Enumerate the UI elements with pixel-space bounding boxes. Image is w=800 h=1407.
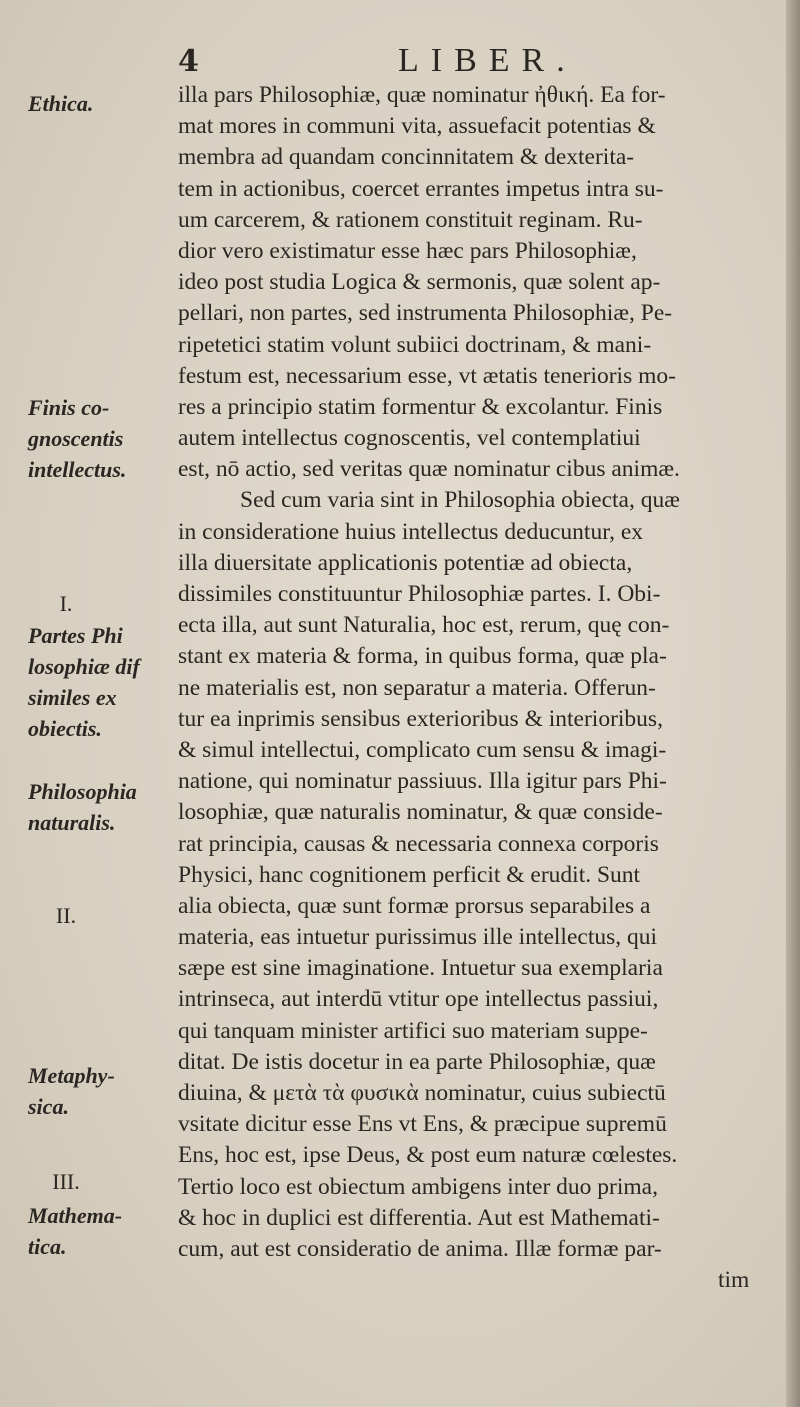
margin-note-roman-2 (36, 900, 96, 931)
main-text (178, 80, 784, 1296)
margin-note-line: tica. (28, 1234, 67, 1259)
page-edge (786, 0, 800, 1407)
text-line: Ens, hoc est, ipse Deus, & post eum naturæ cœlestes. (178, 1142, 678, 1169)
text-line: illa pars Philosophiæ, quæ nominatur ἠθική. Ea for- (178, 82, 666, 108)
catchword: tim (718, 1267, 750, 1294)
text-line: pellari, non partes, sed instrumenta Philosophiæ, Pe- (178, 300, 673, 327)
margin-note-line: II. (55, 903, 77, 928)
text-line: tur ea inprimis sensibus exterioribus & interioribus, (178, 705, 663, 732)
margin-note-line: I. (59, 591, 73, 616)
text-line: intrinseca, aut interdū vtitur ope intellectus passiui, (178, 986, 659, 1013)
text-line: festum est, necessarium esse, vt ætatis tenerioris mo- (178, 362, 676, 389)
text-line: illa diuersitate applicationis potentiæ ad obiecta, (178, 549, 633, 576)
margin-note-line: Mathema- (28, 1203, 123, 1228)
text-line: dior vero existimatur esse hæc pars Philosophiæ, (178, 237, 637, 264)
margin-note-ethica (28, 88, 168, 119)
text-line: mat mores in communi vita, assuefacit potentias & (178, 113, 656, 140)
text-line: membra ad quandam concinnitatem & dexterita- (178, 144, 635, 171)
page-number: 4 (178, 44, 199, 79)
margin-note-line: Philosophia (28, 779, 137, 804)
text-line: ecta illa, aut sunt Naturalia, hoc est, rerum, quę con- (178, 612, 670, 639)
text-line: rat principia, causas & necessaria connexa corporis (178, 830, 659, 857)
margin-note-line: gnoscentis (28, 426, 124, 451)
margin-note-line: similes ex (28, 685, 117, 710)
margin-note-line: intellectus. (28, 457, 127, 482)
margin-note-line: Partes Phi (28, 623, 123, 648)
text-line: ditat. De istis docetur in ea parte Philosophiæ, quæ (178, 1048, 656, 1075)
text-line: Tertio loco est obiectum ambigens inter duo prima, (178, 1173, 658, 1200)
margin-note-line: obiectis. (28, 716, 102, 741)
margin-note-roman-3 (36, 1166, 96, 1197)
text-line: ne materialis est, non separatur a materia. Offerun- (178, 674, 656, 701)
text-line: ideo post studia Logica & sermonis, quæ solent ap- (178, 269, 661, 296)
margin-note-line: naturalis. (28, 810, 116, 835)
text-line: & simul intellectui, complicato cum sensu & imagi- (178, 736, 667, 763)
text-line: natione, qui nominatur passiuus. Illa igitur pars Phi- (178, 768, 667, 795)
running-head: LIBER. (398, 42, 577, 79)
text-line: est, nō actio, sed veritas quæ nominatur cibus animæ. (178, 456, 680, 483)
margin-note-mathematica (28, 1200, 168, 1262)
text-line: Sed cum varia sint in Philosophia obiecta, quæ (240, 487, 680, 514)
text-line: materia, eas intuetur purissimus ille intellectus, qui (178, 924, 658, 951)
text-line: ripetetici statim volunt subiici doctrinam, & mani- (178, 331, 652, 358)
text-line: vsitate dicitur esse Ens vt Ens, & præcipue supremū (178, 1111, 667, 1138)
text-line: Physici, hanc cognitionem perficit & erudit. Sunt (178, 861, 641, 888)
margin-note-partes (28, 620, 168, 744)
text-line: autem intellectus cognoscentis, vel contemplatiui (178, 425, 641, 452)
text-line: & hoc in duplici est differentia. Aut est Mathemati- (178, 1204, 660, 1231)
text-line: um carcerem, & rationem constituit reginam. Ru- (178, 206, 643, 233)
margin-note-roman-1 (36, 588, 96, 619)
text-line: cum, aut est consideratio de anima. Illæ formæ par- (178, 1235, 662, 1262)
text-line: diuina, & μετὰ τὰ φυσικὰ nominatur, cuius subiectū (178, 1080, 666, 1106)
text-line: sæpe est sine imaginatione. Intuetur sua exemplaria (178, 955, 663, 982)
margin-note-line: Ethica. (28, 91, 94, 116)
margin-note-line: Metaphy- (28, 1063, 115, 1088)
text-line: qui tanquam minister artifici suo materiam suppe- (178, 1017, 648, 1044)
margin-note-philosophia-naturalis (28, 776, 168, 838)
text-line: stant ex materia & forma, in quibus forma, quæ pla- (178, 643, 667, 670)
margin-note-metaphysica (28, 1060, 168, 1122)
text-line: dissimiles constituuntur Philosophiæ partes. I. Obi- (178, 581, 661, 607)
margin-notes (0, 0, 165, 1407)
margin-note-line: III. (52, 1169, 80, 1194)
text-line: in consideratione huius intellectus deducuntur, ex (178, 518, 644, 545)
margin-note-finis (28, 392, 168, 485)
text-line: tem in actionibus, coercet errantes impetus intra su- (178, 175, 664, 202)
margin-note-line: losophiæ dif (28, 654, 140, 679)
margin-note-line: Finis co- (28, 395, 110, 420)
text-line: res a principio statim formentur & excolantur. Finis (178, 393, 663, 420)
text-line: losophiæ, quæ naturalis nominatur, & quæ conside- (178, 799, 663, 826)
margin-note-line: sica. (28, 1094, 69, 1119)
text-line: alia obiecta, quæ sunt formæ prorsus separabiles a (178, 892, 651, 919)
